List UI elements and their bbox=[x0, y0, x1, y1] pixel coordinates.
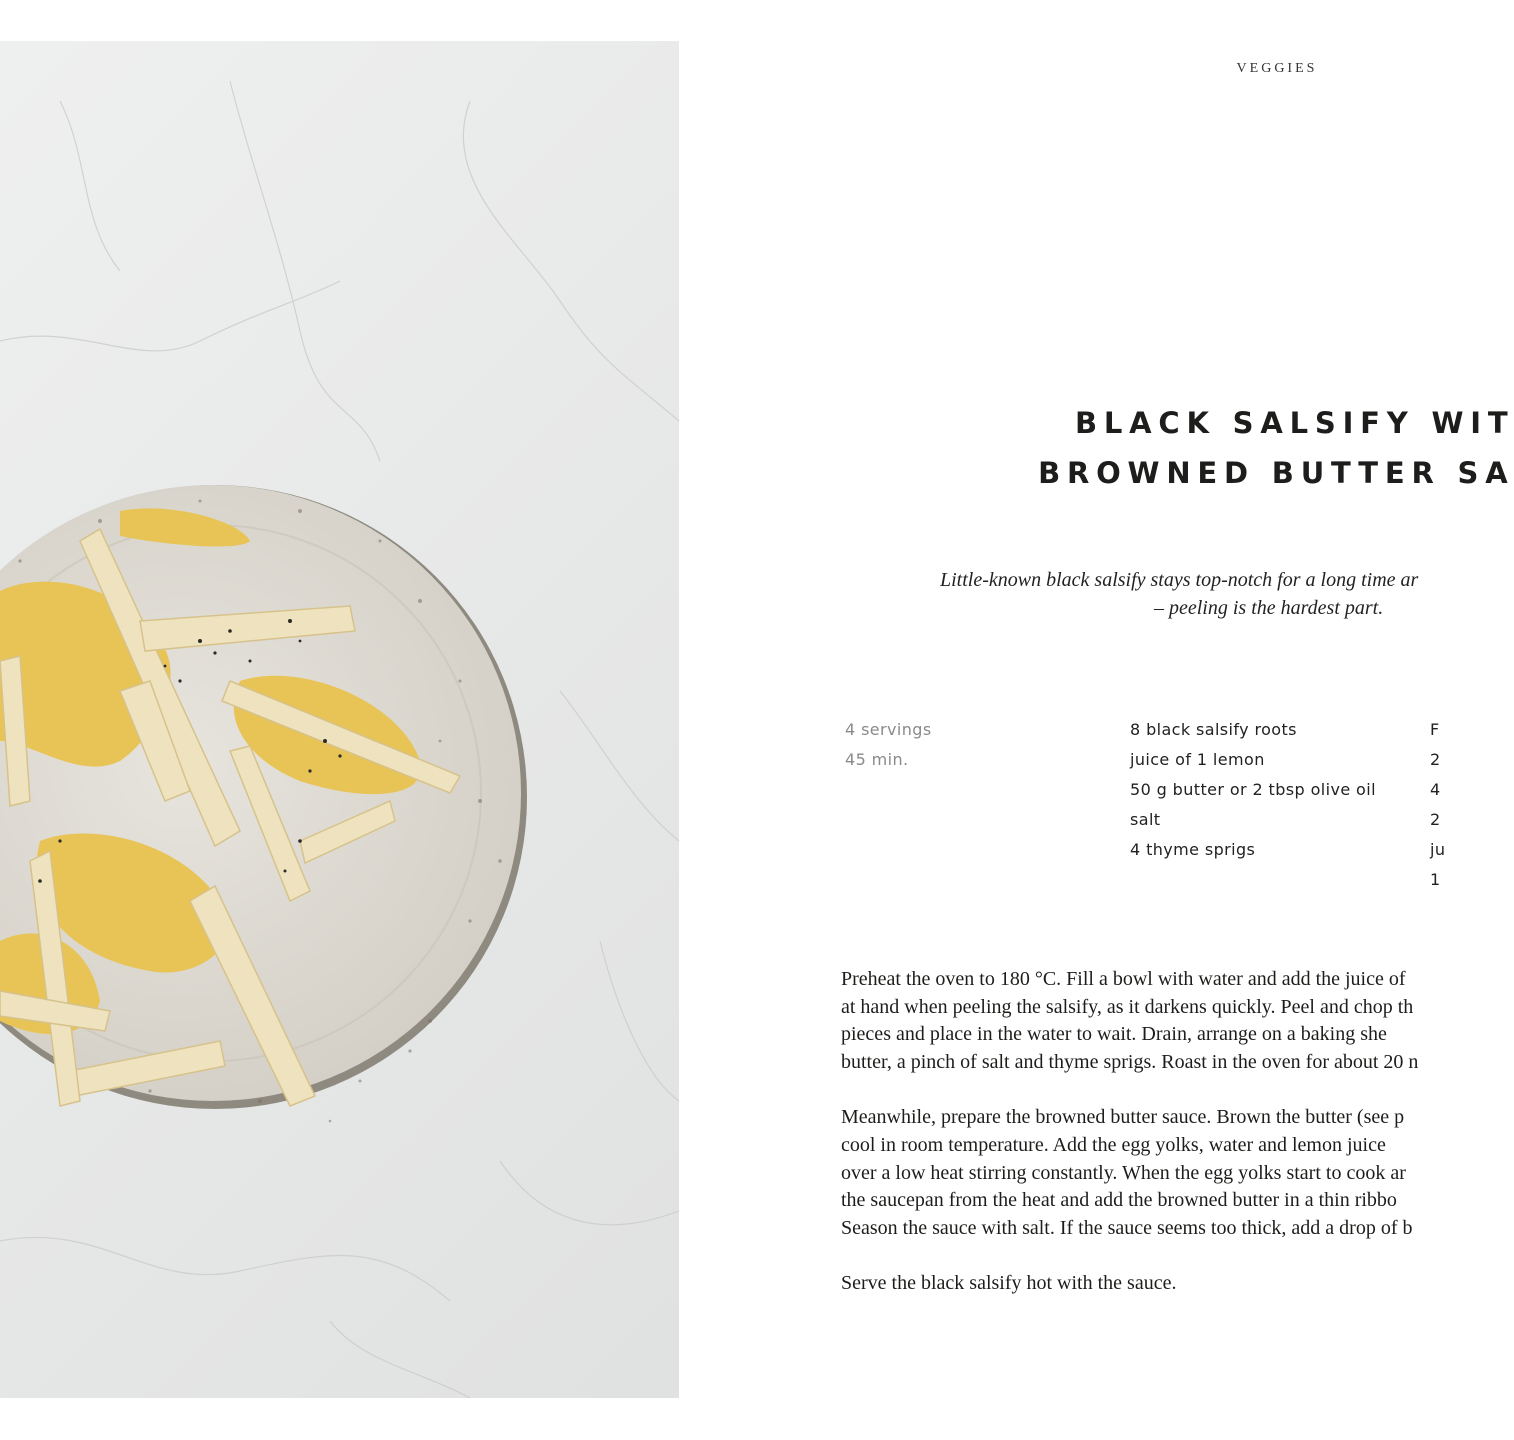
method-paragraph bbox=[841, 1104, 1481, 1242]
method-line: over a low heat stirring constantly. When the egg yolks start to cook ar bbox=[841, 1161, 1406, 1184]
recipe-title bbox=[1032, 398, 1514, 498]
ingredient-item: 4 thyme sprigs bbox=[1130, 840, 1256, 859]
method-line: Meanwhile, prepare the browned butter sauce. Brown the butter (see p bbox=[841, 1106, 1405, 1129]
method-line: at hand when peeling the salsify, as it darkens quickly. Peel and chop th bbox=[841, 995, 1414, 1018]
method-line: the saucepan from the heat and add the browned butter in a thin ribbo bbox=[841, 1189, 1397, 1212]
method-paragraph bbox=[841, 966, 1481, 1076]
method-line: butter, a pinch of salt and thyme sprigs. Roast in the oven for about 20 n bbox=[841, 1050, 1419, 1073]
ingredient-item: 4 bbox=[1430, 780, 1441, 799]
method-paragraph bbox=[841, 1270, 1481, 1298]
ingredient-item: 50 g butter or 2 tbsp olive oil bbox=[1130, 780, 1376, 799]
method-line: pieces and place in the water to wait. Drain, arrange on a baking she bbox=[841, 1023, 1387, 1046]
servings: 4 servings bbox=[845, 720, 932, 739]
plate-illustration bbox=[0, 41, 679, 1398]
intro-line-1: Little-known black salsify stays top-notch for a long time ar bbox=[940, 569, 1419, 591]
ingredient-list-2 bbox=[1430, 715, 1445, 895]
ingredient-list bbox=[1130, 715, 1376, 865]
method-line: Preheat the oven to 180 °C. Fill a bowl with water and add the juice of bbox=[841, 968, 1406, 990]
ingredient-item: ju bbox=[1430, 840, 1446, 859]
method-line: cool in room temperature. Add the egg yolks, water and lemon juice bbox=[841, 1133, 1386, 1156]
cook-time: 45 min. bbox=[845, 750, 909, 769]
food-photo bbox=[0, 41, 679, 1398]
ingredient-item: 2 bbox=[1430, 750, 1441, 769]
method-line: Serve the black salsify hot with the sauce. bbox=[841, 1272, 1177, 1295]
recipe-meta bbox=[845, 715, 932, 775]
ingredient-item: 8 black salsify roots bbox=[1130, 720, 1297, 739]
title-line-1: BLACK SALSIFY WIT bbox=[1075, 406, 1514, 440]
recipe-intro bbox=[940, 566, 1418, 622]
ingredient-item: F bbox=[1430, 720, 1440, 739]
title-line-2: BROWNED BUTTER SA bbox=[1038, 456, 1514, 490]
ingredient-item: 2 bbox=[1430, 810, 1441, 829]
ingredient-item: juice of 1 lemon bbox=[1130, 750, 1265, 769]
method-text bbox=[841, 966, 1481, 1326]
section-label: VEGGIES bbox=[1236, 61, 1318, 76]
ingredient-item: 1 bbox=[1430, 870, 1441, 889]
ingredient-item: salt bbox=[1130, 810, 1161, 829]
intro-line-2: – peeling is the hardest part. bbox=[1154, 597, 1384, 619]
method-line: Season the sauce with salt. If the sauce seems too thick, add a drop of b bbox=[841, 1216, 1413, 1239]
